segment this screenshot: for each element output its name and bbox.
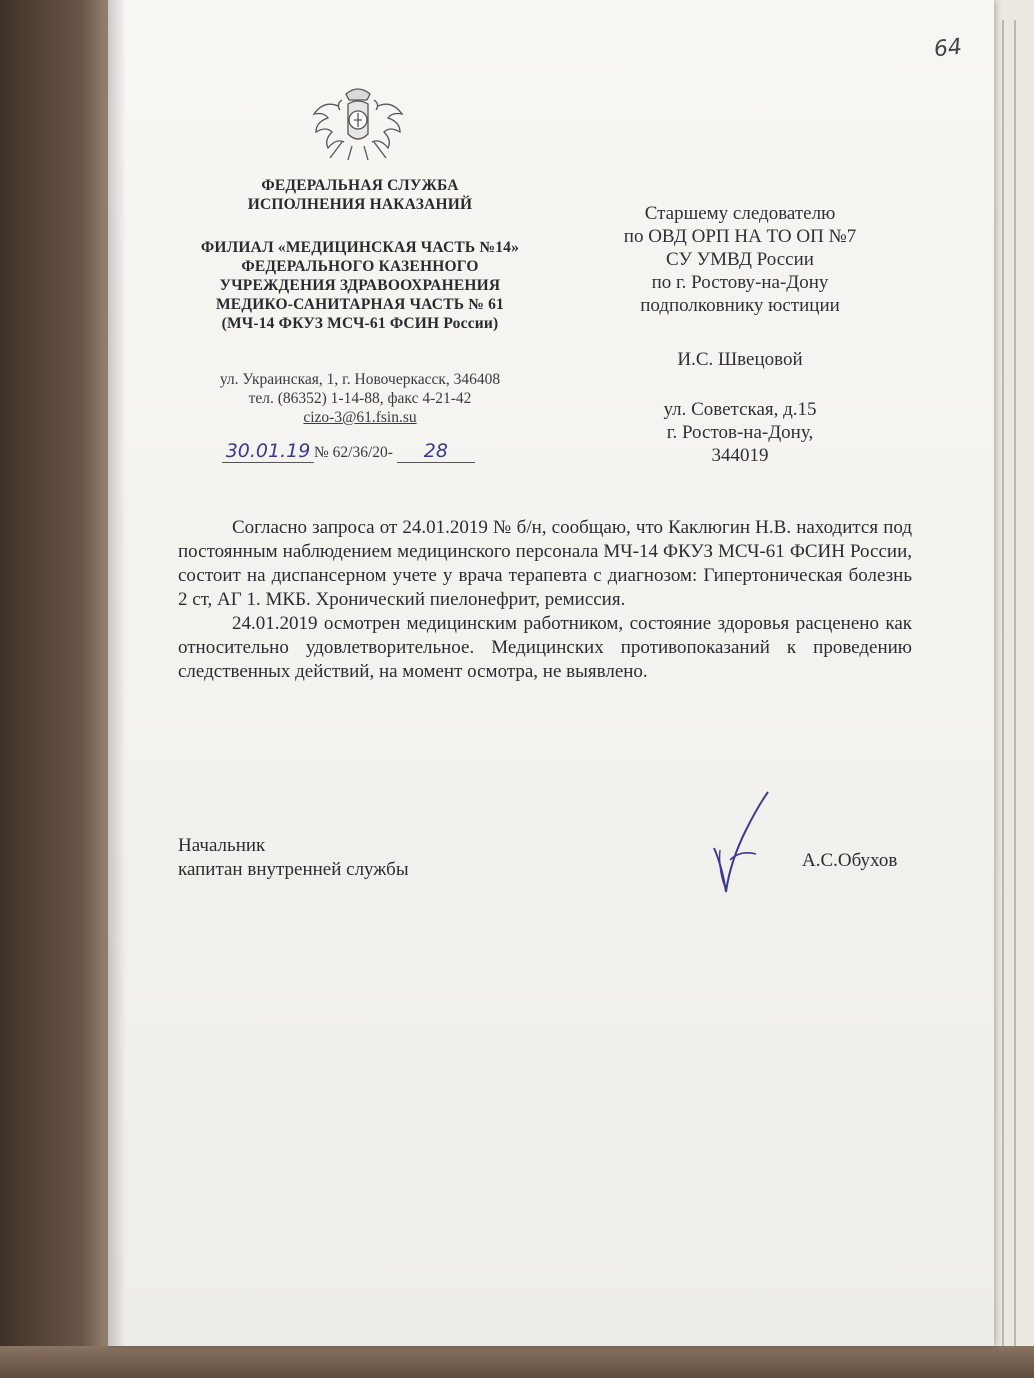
service-name bbox=[180, 176, 540, 214]
recipient-line: по г. Ростову-на-Дону bbox=[651, 272, 829, 293]
sender-address-block bbox=[180, 370, 540, 427]
registration-line bbox=[222, 440, 475, 466]
body-paragraph: 24.01.2019 осмотрен медицинским работником, состояние здоровья расценено как относительно удовлетворительное. Медицинских противопоказаний к проведению следственных действий, на момент осмотра, не выявлено. bbox=[178, 613, 912, 682]
stack-edge bbox=[1014, 20, 1016, 1350]
signatory-name: А.С.Обухов bbox=[802, 850, 898, 871]
number-handwritten: 28 bbox=[397, 440, 475, 463]
recipient-name: И.С. Швецовой bbox=[677, 349, 803, 370]
recipient-address: г. Ростов-на-Дону, bbox=[666, 422, 814, 443]
recipient-line: СУ УМВД России bbox=[666, 249, 814, 270]
signatory-title: Начальник bbox=[178, 835, 266, 856]
stack-edge bbox=[1002, 20, 1004, 1350]
page-number-handwritten: 64 bbox=[932, 34, 964, 63]
recipient-address: 344019 bbox=[711, 445, 769, 466]
sender-email: cizo-3@61.fsin.su bbox=[303, 409, 417, 426]
spacer bbox=[585, 317, 895, 340]
branch-name-line: ФИЛИАЛ «МЕДИЦИНСКАЯ ЧАСТЬ №14» bbox=[200, 239, 520, 256]
desk-bottom bbox=[0, 1346, 1034, 1378]
recipient-line: по ОВД ОРП НА ТО ОП №7 bbox=[623, 226, 857, 247]
branch-name-line: УЧРЕЖДЕНИЯ ЗДРАВООХРАНЕНИЯ bbox=[219, 277, 501, 294]
branch-name-line: ФЕДЕРАЛЬНОГО КАЗЕННОГО bbox=[241, 258, 479, 275]
recipient-line: подполковнику юстиции bbox=[640, 295, 840, 316]
page-fold-shadow bbox=[108, 0, 126, 1346]
service-name-line: ИСПОЛНЕНИЯ НАКАЗАНИЙ bbox=[247, 196, 473, 213]
signatory-rank: капитан внутренней службы bbox=[178, 859, 409, 880]
recipient-block bbox=[585, 202, 895, 467]
body-paragraph: Согласно запроса от 24.01.2019 № б/н, сообщаю, что Каклюгин Н.В. находится под постоянным наблюдением медицинского персонала МЧ-14 ФКУЗ МСЧ-61 ФСИН России, состоит на диспансерном учете у врача терапевта с диагнозом: Гипертоническая болезнь 2 ст, АГ 1. МКБ. Хронический пиелонефрит, ремиссия. bbox=[178, 517, 912, 610]
branch-name-line: (МЧ-14 ФКУЗ МСЧ-61 ФСИН России) bbox=[221, 315, 499, 332]
recipient-address: ул. Советская, д.15 bbox=[663, 399, 817, 420]
spacer bbox=[585, 371, 895, 394]
date-handwritten: 30.01.19 bbox=[222, 440, 314, 463]
branch-name-line: МЕДИКО-САНИТАРНАЯ ЧАСТЬ № 61 bbox=[215, 296, 505, 313]
service-name-line: ФЕДЕРАЛЬНАЯ СЛУЖБА bbox=[261, 177, 459, 194]
sender-phone: тел. (86352) 1-14-88, факс 4-21-42 bbox=[248, 390, 472, 407]
handwritten-signature bbox=[700, 790, 810, 910]
registration-number-prefix: № 62/36/20- bbox=[314, 444, 393, 461]
recipient-line: Старшему следователю bbox=[644, 203, 836, 224]
signatory-position bbox=[178, 834, 409, 882]
sender-address: ул. Украинская, 1, г. Новочеркасск, 346408 bbox=[219, 371, 501, 388]
double-headed-eagle-emblem bbox=[308, 80, 408, 170]
letter-body bbox=[178, 516, 912, 684]
branch-name bbox=[180, 238, 540, 333]
